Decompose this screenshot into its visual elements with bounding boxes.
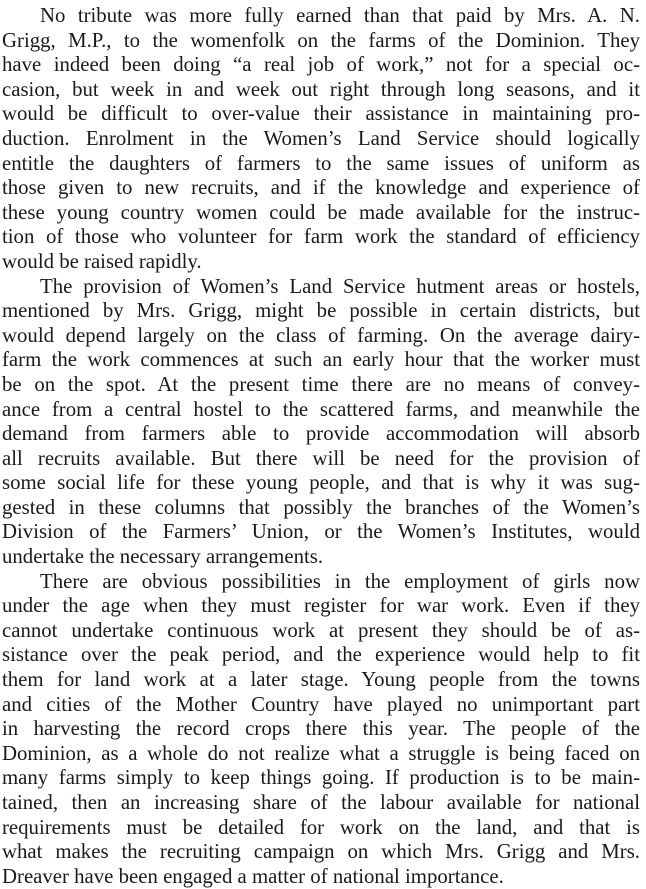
text-line: would be difficult to over-value their assistance in maintaining pro-: [2, 102, 640, 126]
paragraph: [0, 570, 646, 889]
text-line: would depend largely on the class of farming. On the average dairy-: [2, 323, 640, 347]
paragraph: [0, 275, 646, 570]
text-line: farm the work commences at such an early hour that the worker must: [2, 348, 640, 372]
text-line: tained, then an increasing share of the labour available for national: [2, 791, 640, 814]
text-line: under the age when they must register for war work. Even if they: [2, 594, 640, 618]
text-line: what makes the recruiting campaign on which Mrs. Grigg and Mrs.: [2, 840, 640, 864]
text-line: these young country women could be made available for the instruc-: [2, 200, 640, 224]
text-line: undertake the necessary arrangements.: [2, 545, 324, 569]
text-line: Grigg, M.P., to the womenfolk on the farms of the Dominion. They: [2, 28, 640, 52]
text-line: The provision of Women’s Land Service hutment areas or hostels,: [40, 274, 640, 298]
text-line: Dreaver have been engaged a matter of national importance.: [2, 864, 504, 888]
text-line: some social life for these young people, and that is why it was sug-: [2, 471, 640, 495]
text-line: them for land work at a later stage. Young people from the towns: [2, 668, 640, 692]
text-line: duction. Enrolment in the Women’s Land Service should logically: [2, 126, 640, 150]
text-line: demand from farmers able to provide accommodation will absorb: [2, 422, 640, 446]
text-line: have indeed been doing “a real job of work,” not for a special oc-: [2, 53, 640, 77]
text-line: Dominion, as a whole do not realize what a struggle is being faced on: [2, 741, 640, 765]
text-line: ance from a central hostel to the scattered farms, and meanwhile the: [2, 397, 640, 421]
text-line: Division of the Farmers’ Union, or the Women’s Institutes, would: [2, 520, 640, 544]
text-line: cannot undertake continuous work at present they should be of as-: [2, 618, 640, 642]
text-line: would be raised rapidly.: [2, 249, 202, 273]
paragraph: [0, 4, 646, 275]
text-line: gested in these columns that possibly the branches of the Women’s: [2, 495, 640, 519]
text-line: many farms simply to keep things going. If production is to be main-: [2, 766, 640, 790]
text-line: entitle the daughters of farmers to the same issues of uniform as: [2, 151, 640, 175]
text-line: in harvesting the record crops there this year. The people of the: [2, 717, 640, 741]
article-text: [0, 4, 646, 889]
text-line: requirements must be detailed for work on the land, and that is: [2, 815, 640, 839]
text-line: be on the spot. At the present time there are no means of convey-: [2, 372, 640, 396]
text-line: No tribute was more fully earned than that paid by Mrs. A. N.: [40, 4, 640, 27]
text-line: mentioned by Mrs. Grigg, might be possible in certain districts, but: [2, 299, 640, 323]
text-line: all recruits available. But there will be need for the provision of: [2, 446, 640, 470]
text-line: and cities of the Mother Country have played no unimportant part: [2, 692, 640, 716]
text-line: sistance over the peak period, and the experience would help to fit: [2, 643, 640, 667]
text-line: tion of those who volunteer for farm work the standard of efficiency: [2, 225, 640, 249]
text-line: casion, but week in and week out right through long seasons, and it: [2, 77, 640, 101]
text-line: There are obvious possibilities in the employment of girls now: [40, 569, 640, 593]
text-line: those given to new recruits, and if the knowledge and experience of: [2, 176, 640, 200]
